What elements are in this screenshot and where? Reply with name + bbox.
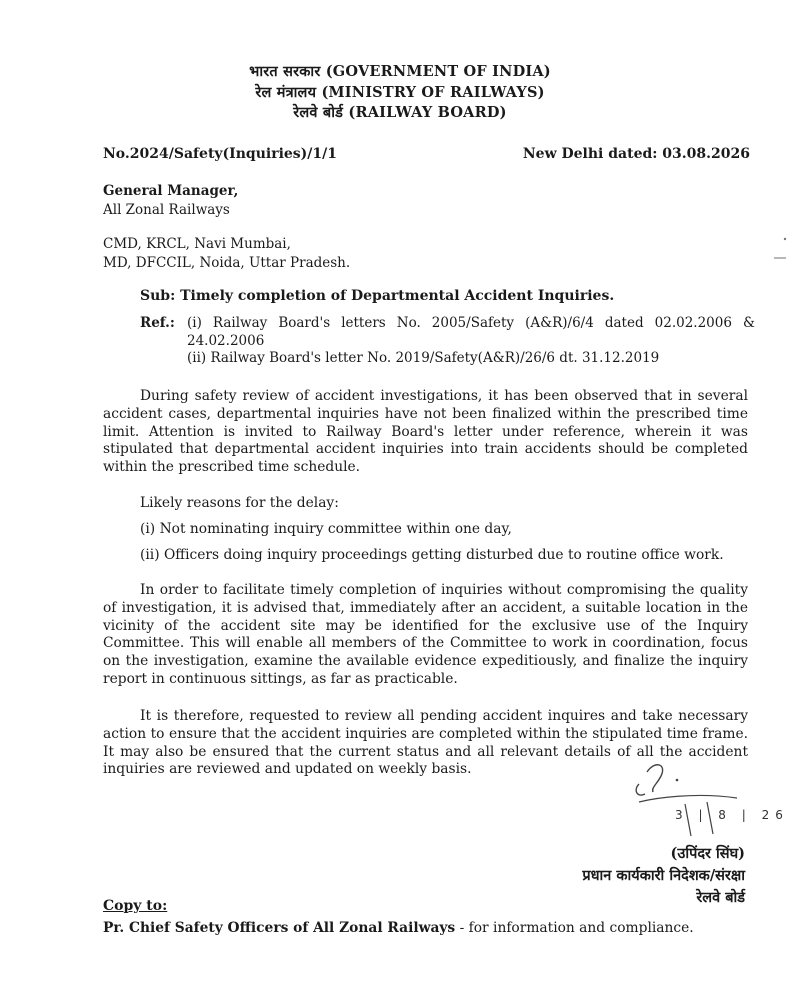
paragraph-1: During safety review of accident investigations, it has been observed that in several accident cases, departmental inquiries have not been finalized within the prescribed time limit. Attention is invited to Railway Board's letter under reference, wherein it was stipulated that departmental accident inquiries into train accidents should be completed within the prescribed time schedule.	[103, 388, 748, 476]
reason-1: (i) Not nominating inquiry committee within one day,	[140, 521, 512, 537]
addressee-block-2	[103, 235, 350, 273]
addressee-zonal: All Zonal Railways	[103, 202, 230, 218]
ref-item-2: (ii) Railway Board's letter No. 2019/Safety(A&R)/26/6 dt. 31.12.2019	[187, 350, 660, 366]
paragraph-2: In order to facilitate timely completion of inquiries without compromising the quality of investigation, it is advised that, immediately after an accident, a suitable location in the vicinity of the accident site may be identified for the exclusive use of the Inquiry Committee. This will enable all members of the Committee to work in coordination, focus on the investigation, examine the available evidence expeditiously, and finalize the inquiry report in continuous sittings, as far as practicable.	[103, 582, 748, 687]
subject-line: Sub: Timely completion of Departmental Accident Inquiries.	[140, 288, 615, 304]
signatory-name: (उपिंदर सिंघ)	[670, 845, 745, 862]
scan-specks	[752, 236, 792, 266]
handwritten-date: 3 | 8 | 26	[675, 808, 789, 822]
header-government: भारत सरकार (GOVERNMENT OF INDIA)	[249, 63, 551, 80]
addressee-block-1	[103, 182, 238, 220]
signatory-office: रेलवे बोर्ड	[696, 889, 745, 906]
ref-label: Ref.:	[140, 315, 175, 331]
addressee-cmd: CMD, KRCL, Navi Mumbai,	[103, 236, 291, 252]
letter-number: No.2024/Safety(Inquiries)/1/1	[103, 146, 338, 162]
paragraph-3: It is therefore, requested to review all pending accident inquires and take necessary action to ensure that the accident inquiries are completed within the stipulated time frame. It may also be ensured that the current status and all relevant details of all the accident inquiries are reviewed and updated on weekly basis.	[103, 708, 748, 778]
addressee-md: MD, DFCCIL, Noida, Uttar Pradesh.	[103, 255, 351, 271]
letter-header	[0, 62, 800, 124]
reason-2: (ii) Officers doing inquiry proceedings getting disturbed due to routine office work.	[140, 547, 724, 563]
letter-date: New Delhi dated: 03.08.2026	[522, 146, 750, 162]
handwritten-initials	[625, 758, 775, 838]
addressee-gm: General Manager,	[103, 183, 239, 199]
ref-item-1: (i) Railway Board's letters No. 2005/Safety (A&R)/6/4 dated 02.02.2006 & 24.02.2006	[187, 315, 755, 349]
copy-purpose: - for information and compliance.	[455, 920, 694, 936]
reasons-intro: Likely reasons for the delay:	[140, 495, 339, 511]
copy-recipient: Pr. Chief Safety Officers of All Zonal Railways	[103, 920, 456, 936]
header-board: रेलवे बोर्ड (RAILWAY BOARD)	[293, 104, 507, 121]
copy-to-heading: Copy to:	[103, 898, 168, 914]
copy-to-line	[103, 920, 694, 936]
signature-block	[582, 843, 745, 909]
header-ministry: रेल मंत्रालय (MINISTRY OF RAILWAYS)	[255, 83, 545, 101]
signatory-designation: प्रधान कार्यकारी निदेशक/संरक्षा	[582, 867, 745, 884]
